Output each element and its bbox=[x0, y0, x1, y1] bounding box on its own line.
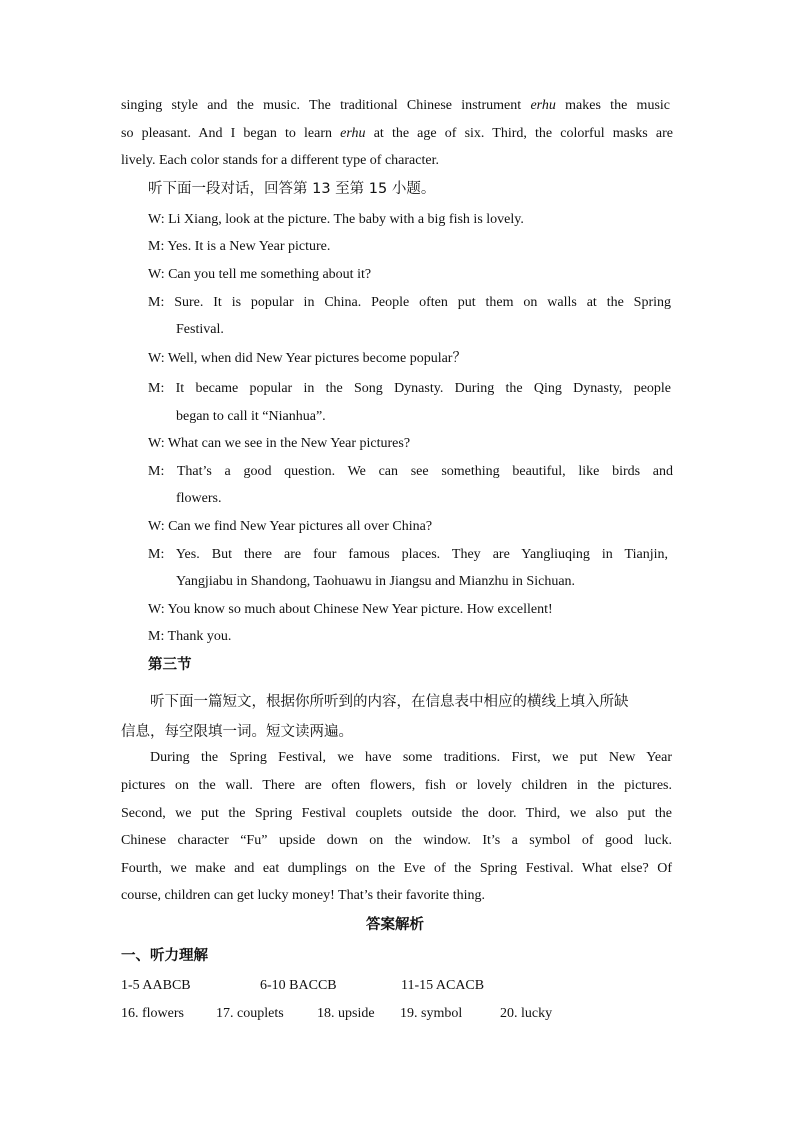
dialogue-line: M: Sure. It is popular in China. People often put them on walls at the Spring bbox=[148, 295, 672, 310]
answer-title: 答案解析 bbox=[366, 917, 424, 933]
dialogue-line: W: Well, when did New Year pictures become popular？ bbox=[148, 351, 467, 366]
dialogue-instruction: 听下面一段对话，回答第 13 至第 15 小题。 bbox=[148, 181, 436, 197]
dialogue-line: M: That’s a good question. We can see something beautiful, like birds and bbox=[148, 464, 673, 479]
passage2-line: pictures on the wall. There are often flowers, fish or lovely children in the pictures. bbox=[121, 778, 672, 793]
dialogue-line: W: Can you tell me something about it? bbox=[148, 267, 372, 282]
dialogue-line: W: Li Xiang, look at the picture. The baby with a big fish is lovely. bbox=[148, 212, 524, 227]
answer-group: 6-10 BACCB bbox=[260, 978, 337, 993]
passage1-line2: so pleasant. And I began to learn erhu at the age of six. Third, the colorful masks are bbox=[121, 126, 673, 141]
passage2-line: Second, we put the Spring Festival couplets outside the door. Third, we also put the bbox=[121, 806, 672, 821]
answer-section-heading: 一、听力理解 bbox=[121, 948, 208, 964]
dialogue-line: W: What can we see in the New Year pictures? bbox=[148, 436, 411, 451]
dialogue-line: M: Thank you. bbox=[148, 629, 232, 644]
dialogue-line-cont: flowers. bbox=[176, 491, 222, 506]
answer-group: 11-15 ACACB bbox=[401, 978, 485, 993]
dialogue-line: M: It became popular in the Song Dynasty. During the Qing Dynasty, people bbox=[148, 381, 672, 396]
dialogue-line: M: Yes. It is a New Year picture. bbox=[148, 239, 331, 254]
passage2-line: course, children can get lucky money! That’s their favorite thing. bbox=[121, 888, 486, 903]
answer-group: 1-5 AABCB bbox=[121, 978, 191, 993]
dialogue-line-cont: Festival. bbox=[176, 322, 224, 337]
answer-item: 16. flowers bbox=[121, 1006, 184, 1021]
passage2-line: During the Spring Festival, we have some traditions. First, we put New Year bbox=[150, 750, 672, 765]
answer-item: 18. upside bbox=[317, 1006, 375, 1021]
section3-instruction-line2: 信息，每空限填一词。短文读两遍。 bbox=[121, 724, 353, 740]
answer-item: 17. couplets bbox=[216, 1006, 284, 1021]
erhu-term: erhu bbox=[530, 98, 556, 113]
dialogue-line-cont: Yangjiabu in Shandong, Taohuawu in Jiangsu and Mianzhu in Sichuan. bbox=[176, 574, 576, 589]
dialogue-line: M: Yes. But there are four famous places. They are Yangliuqing in Tianjin, bbox=[148, 547, 668, 562]
passage2-line: Chinese character “Fu” upside down on the window. It’s a symbol of good luck. bbox=[121, 833, 672, 848]
answer-item: 20. lucky bbox=[500, 1006, 553, 1021]
dialogue-line: W: You know so much about Chinese New Year picture. How excellent! bbox=[148, 602, 553, 617]
passage2-line: Fourth, we make and eat dumplings on the Eve of the Spring Festival. What else? Of bbox=[121, 861, 672, 876]
passage1-line3: lively. Each color stands for a different type of character. bbox=[121, 153, 439, 168]
dialogue-line: W: Can we find New Year pictures all over China? bbox=[148, 519, 433, 534]
erhu-term: erhu bbox=[340, 126, 366, 141]
answer-item: 19. symbol bbox=[400, 1006, 463, 1021]
passage1-line1: singing style and the music. The traditional Chinese instrument erhu makes the music bbox=[121, 98, 670, 113]
dialogue-line-cont: began to call it “Nianhua”. bbox=[176, 409, 326, 424]
section3-instruction-line1: 听下面一篇短文，根据你所听到的内容，在信息表中相应的横线上填入所缺 bbox=[150, 694, 629, 710]
section3-heading: 第三节 bbox=[148, 657, 192, 673]
